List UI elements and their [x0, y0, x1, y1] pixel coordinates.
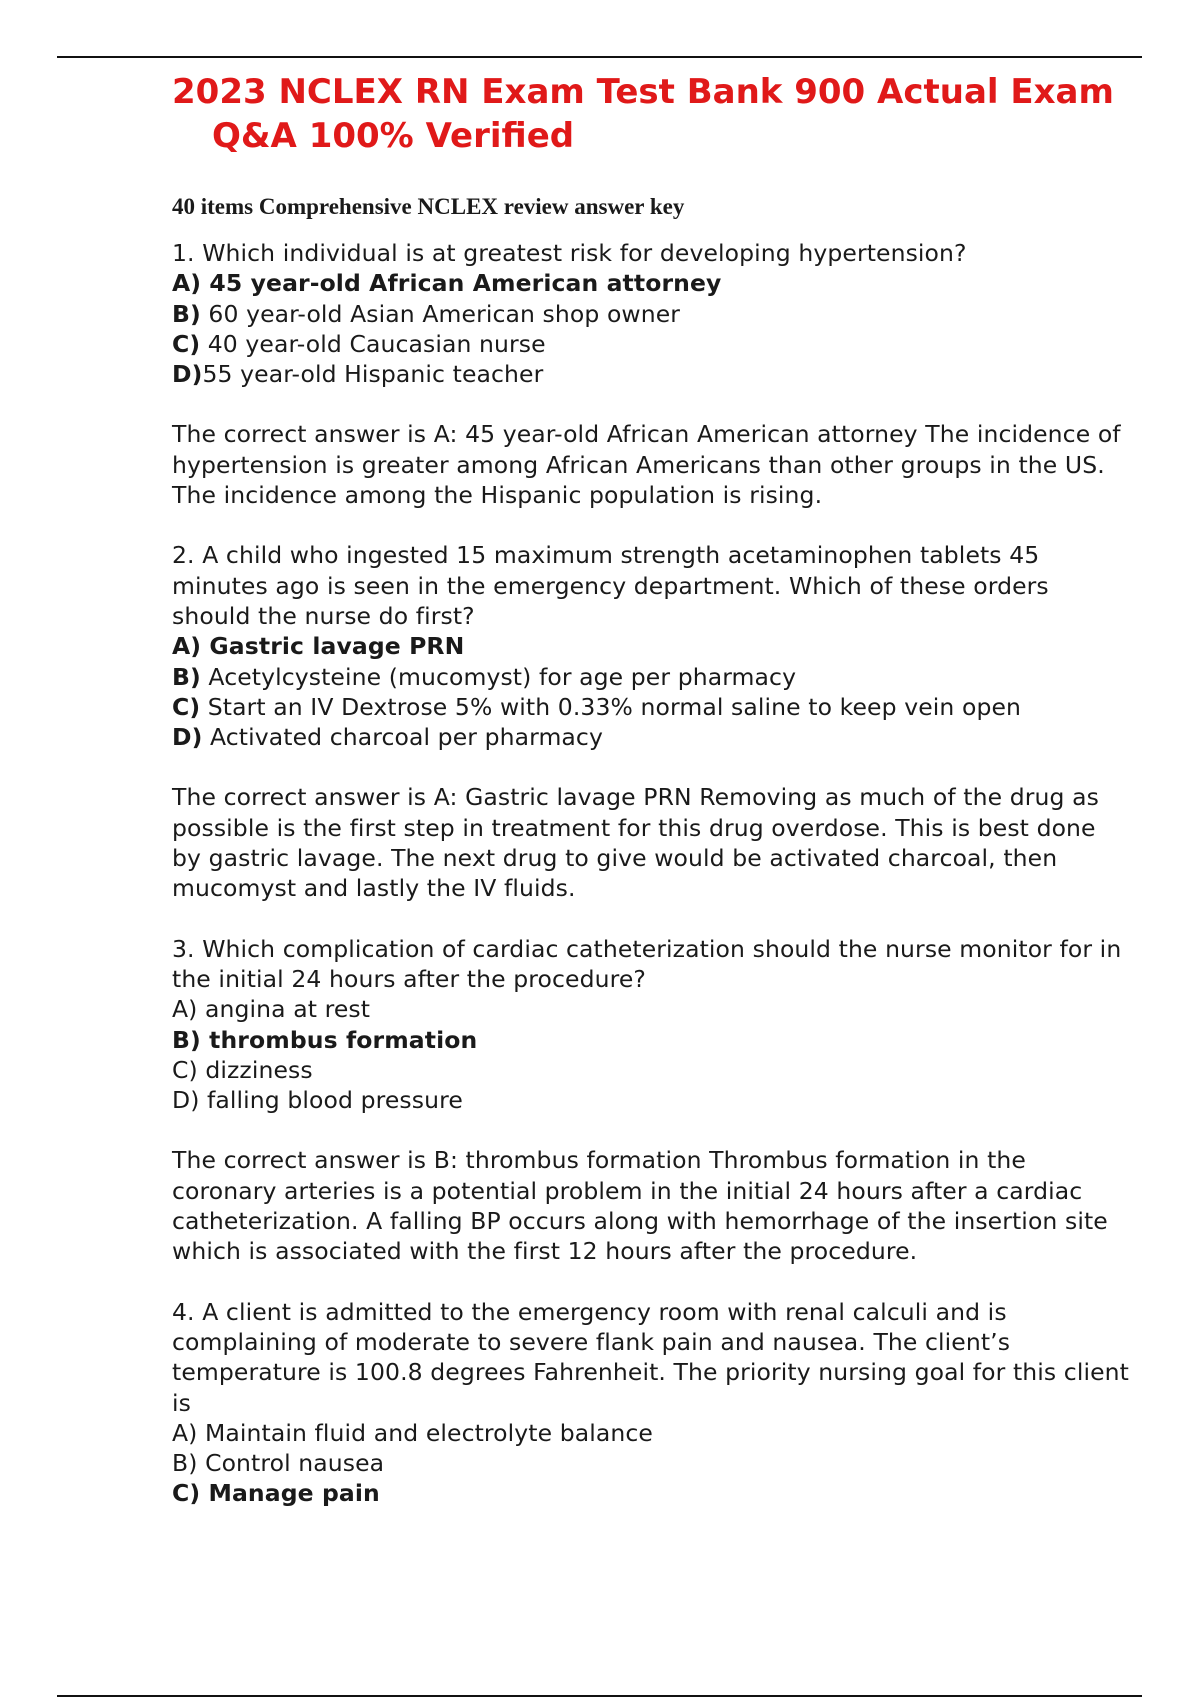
answer-option	[172, 722, 1132, 752]
option-text: Acetylcysteine (mucomyst) for age per pharmacy	[200, 662, 797, 691]
question-stem: 4. A client is admitted to the emergency room with renal calculi and is complaining of moderate to severe flank pain and nausea. The client’s temperature is 100.8 degrees Fahrenheit. The priority nursing goal for this client is	[172, 1297, 1129, 1417]
option-letter: C)	[172, 1479, 201, 1508]
document-page	[172, 70, 1132, 1509]
answer-explanation: The correct answer is B: thrombus formation Thrombus formation in the coronary arteries is a potential problem in the initial 24 hours after a cardiac catheterization. A falling BP occurs along with hemorrhage of the insertion site which is associated with the first 12 hours after the procedure.	[172, 1146, 1108, 1266]
answer-option-correct	[172, 1025, 1132, 1055]
question-4	[172, 1297, 1132, 1509]
option-letter: A)	[172, 1418, 198, 1447]
answer-option	[172, 1055, 1132, 1085]
answer-option	[172, 994, 1132, 1024]
question-2	[172, 540, 1132, 903]
answer-option	[172, 1448, 1132, 1478]
option-letter: D)	[172, 723, 203, 752]
answer-option	[172, 359, 1132, 389]
document-title	[172, 70, 1132, 158]
option-text: 60 year-old Asian American shop owner	[200, 299, 681, 328]
option-text: thrombus formation	[200, 1025, 478, 1054]
option-text: 45 year-old African American attorney	[201, 269, 722, 298]
question-stem: 1. Which individual is at greatest risk for developing hypertension?	[172, 239, 967, 267]
answer-option-correct	[172, 1478, 1132, 1508]
question-3	[172, 934, 1132, 1267]
option-text: Maintain fluid and electrolyte balance	[197, 1418, 653, 1447]
option-text: 55 year-old Hispanic teacher	[202, 360, 544, 389]
option-letter: D)	[172, 1086, 200, 1115]
option-letter: B)	[172, 662, 201, 691]
answer-option-correct	[172, 268, 1132, 298]
answer-option	[172, 1085, 1132, 1115]
title-line-2: Q&A 100% Verified	[212, 116, 575, 156]
option-letter: B)	[172, 299, 201, 328]
option-letter: A)	[172, 269, 202, 298]
answer-option-correct	[172, 631, 1132, 661]
option-text: Activated charcoal per pharmacy	[202, 723, 603, 752]
answer-explanation: The correct answer is A: Gastric lavage PRN Removing as much of the drug as possible is the first step in treatment for this drug overdose. This is best done by gastric lavage. The next drug to give would be activated charcoal, then mucomyst and lastly the IV fluids.	[172, 783, 1099, 903]
answer-option	[172, 299, 1132, 329]
bottom-rule	[57, 1695, 1142, 1697]
option-letter: D)	[172, 360, 203, 389]
answer-option	[172, 1418, 1132, 1448]
title-line-1: 2023 NCLEX RN Exam Test Bank 900 Actual Exam	[172, 72, 1114, 112]
document-subtitle: 40 items Comprehensive NCLEX review answer key	[172, 194, 685, 219]
question-stem: 3. Which complication of cardiac catheterization should the nurse monitor for in the initial 24 hours after the procedure?	[172, 934, 1122, 993]
option-text: Manage pain	[200, 1479, 380, 1508]
option-letter: A)	[172, 632, 202, 661]
option-text: Start an IV Dextrose 5% with 0.33% normal saline to keep vein open	[200, 692, 1022, 721]
option-text: falling blood pressure	[199, 1086, 463, 1115]
top-rule	[57, 56, 1142, 58]
question-list	[172, 238, 1132, 1509]
question-1	[172, 238, 1132, 510]
option-letter: C)	[172, 329, 201, 358]
option-letter: C)	[172, 692, 201, 721]
answer-option	[172, 329, 1132, 359]
option-text: Control nausea	[197, 1449, 385, 1478]
option-text: Gastric lavage PRN	[201, 632, 465, 661]
answer-option	[172, 692, 1132, 722]
option-letter: C)	[172, 1055, 198, 1084]
option-text: angina at rest	[197, 995, 371, 1024]
option-text: dizziness	[197, 1055, 313, 1084]
option-letter: A)	[172, 995, 198, 1024]
option-text: 40 year-old Caucasian nurse	[200, 329, 546, 358]
option-letter: B)	[172, 1025, 201, 1054]
answer-option	[172, 662, 1132, 692]
question-stem: 2. A child who ingested 15 maximum strength acetaminophen tablets 45 minutes ago is seen in the emergency department. Which of these orders should the nurse do first?	[172, 541, 1049, 630]
option-letter: B)	[172, 1449, 198, 1478]
answer-explanation: The correct answer is A: 45 year-old African American attorney The incidence of hypertension is greater among African Americans than other groups in the US. The incidence among the Hispanic population is rising.	[172, 420, 1121, 510]
